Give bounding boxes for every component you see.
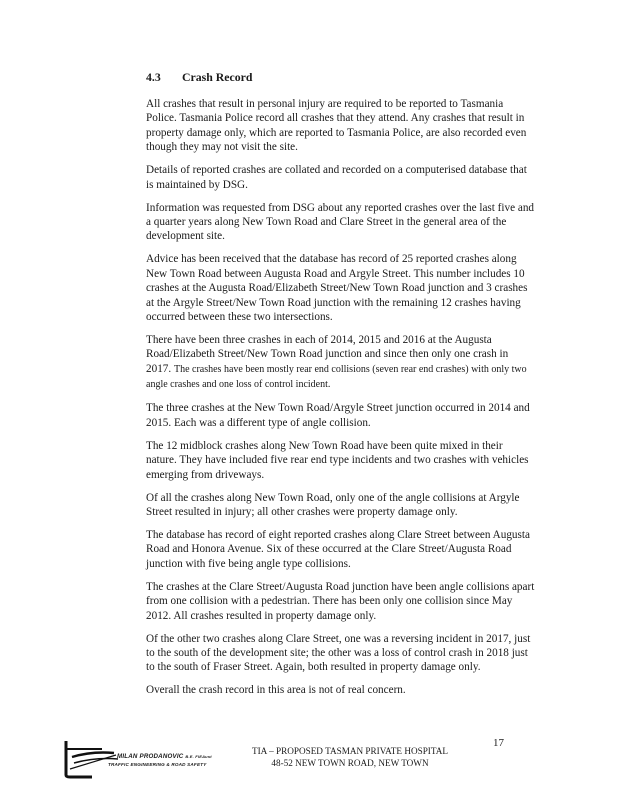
logo-tagline: TRAFFIC ENGINEERING & ROAD SAFETY	[108, 762, 207, 767]
section-heading	[146, 70, 252, 85]
section-number: 4.3	[146, 70, 161, 84]
paragraph: The 12 midblock crashes along New Town Road have been quite mixed in their nature. They have included five rear end type incidents and two crashes with vehicles emerging from driveways.	[146, 439, 529, 481]
footer	[215, 746, 485, 769]
paragraph: Of the other two crashes along Clare Street, one was a reversing incident in 2017, just to the south of the development site; the other was a loss of control crash in 2018 just to the south of Fraser Street. Again, both resulted in property damage only.	[146, 632, 531, 674]
paragraph: Information was requested from DSG about any reported crashes over the last five and a quarter years along New Town Road and Clare Street in the general area of the development site.	[146, 201, 535, 243]
document-body	[146, 97, 536, 706]
paragraph-small-text: The crashes have been mostly rear end collisions (seven rear end crashes) with only two angle crashes and one loss of control incident.	[146, 363, 527, 391]
logo-name: MILAN PRODANOVIC B.E. FIEAust	[117, 753, 212, 760]
paragraph: Advice has been received that the database has record of 25 reported crashes along New Town Road between Augusta Road and Argyle Street. This number includes 10 crashes at the Augusta Road/Elizabeth Street/New Town Road junction and 3 crashes at the Argyle Street/New Town Road junction with the remaining 12 crashes having occurred between these two intersections.	[146, 253, 528, 324]
paragraph: The three crashes at the New Town Road/Argyle Street junction occurred in 2014 and 2015. Each was a different type of angle collision.	[146, 402, 530, 429]
paragraph: Of all the crashes along New Town Road, only one of the angle collisions at Argyle Street resulted in injury; all other crashes were property damage only.	[146, 491, 520, 518]
paragraph-text: There have been three crashes in each of 2014, 2015 and 2016 at the Augusta Road/Elizabeth Street/New Town Road junction and since then only one crash in 2017.	[146, 334, 509, 375]
paragraph: The database has record of eight reported crashes along Clare Street between Augusta Road and Honora Avenue. Six of these occurred at the Clare Street/Augusta Road junction with five being angle type collisions.	[146, 528, 530, 570]
paragraph: Details of reported crashes are collated and recorded on a computerised database that is maintained by DSG.	[146, 164, 527, 191]
footer-line-address: 48-52 NEW TOWN ROAD, NEW TOWN	[271, 757, 429, 768]
paragraph: The crashes at the Clare Street/Augusta Road junction have been angle collisions apart from one collision with a pedestrian. There has been only one collision since May 2012. All crashes resulted in property damage only.	[146, 580, 535, 622]
page-number: 17	[493, 737, 504, 749]
paragraph	[146, 333, 536, 393]
paragraph: All crashes that result in personal injury are required to be reported to Tasmania Police. Tasmania Police record all crashes that they attend. Any crashes that result in property damage only, which are reported to Tasmania Police, are also recorded even though they may not visit the site.	[146, 98, 527, 154]
section-title: Crash Record	[182, 70, 253, 84]
paragraph: Overall the crash record in this area is not of real concern.	[146, 684, 406, 697]
footer-line-title: TIA – PROPOSED TASMAN PRIVATE HOSPITAL	[251, 746, 448, 756]
